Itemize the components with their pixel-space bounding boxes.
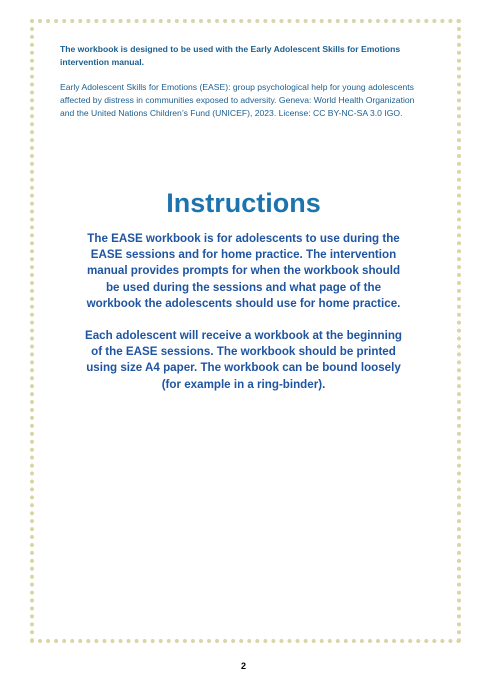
page-number: 2 bbox=[240, 661, 246, 671]
instructions-body bbox=[82, 231, 405, 409]
intro-block bbox=[60, 43, 430, 120]
page-title: Instructions bbox=[166, 188, 321, 218]
workbook-usage-statement: The workbook is designed to be used with the Early Adolescent Skills for Emotions intervention manual. bbox=[60, 44, 401, 67]
instructions-paragraph-1: The EASE workbook is for adolescents to use during the EASE sessions and for home practice. The intervention manual provides prompts for when the workbook should be used during the sessions and what page of the workbook the adolescents should use for home practice. bbox=[86, 232, 401, 310]
citation-text: Early Adolescent Skills for Emotions (EASE): group psychological help for young adolescents affected by distress in communities exposed to adversity. Geneva: World Health Organization and the United Nations Children’s Fund (UNICEF), 2023. License: CC BY-NC-SA 3.0 IGO. bbox=[60, 82, 415, 118]
instructions-paragraph-2: Each adolescent will receive a workbook at the beginning of the EASE sessions. The workbook should be printed using size A4 paper. The workbook can be bound loosely (for example in a ring-binder). bbox=[85, 329, 402, 391]
